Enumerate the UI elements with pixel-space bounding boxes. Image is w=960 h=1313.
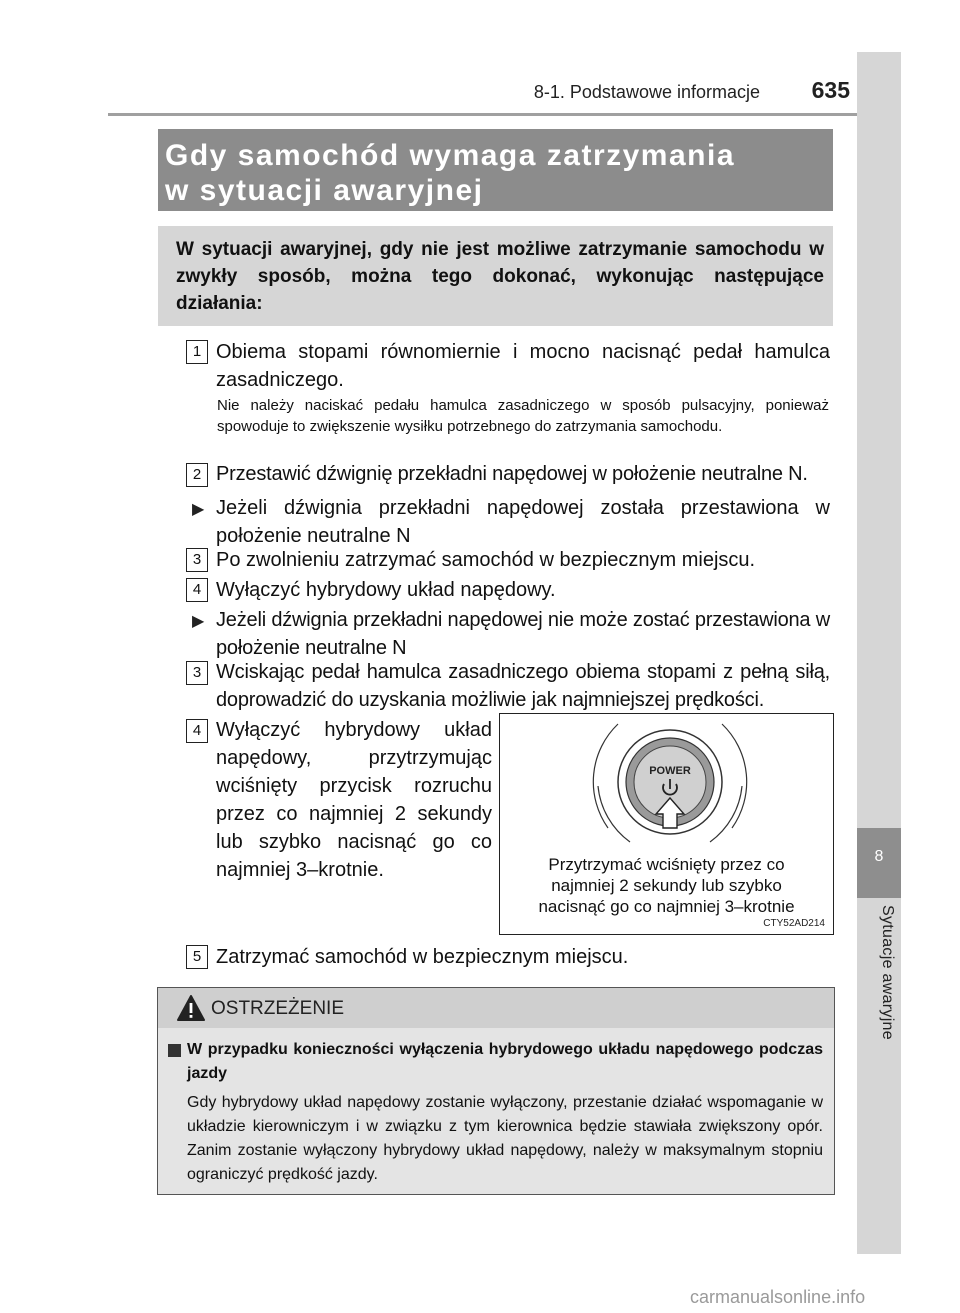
step-number-2: 2: [186, 463, 208, 487]
power-label: POWER: [649, 765, 691, 777]
step-number-4b: 4: [186, 719, 208, 743]
step-3b-text: Wciskając pedał hamulca zasadniczego obiema stopami z pełną siłą, doprowadzić do uzyskania możliwie jak najmniejszej prędkości.: [216, 661, 830, 711]
step-3-text: Po zwolnieniu zatrzymać samochód w bezpiecznym miejscu.: [216, 549, 756, 571]
step-1-text: Obiema stopami równomiernie i mocno nacisnąć pedał hamulca zasadniczego.: [216, 341, 830, 391]
figure-caption-line-3: nacisnąć go co najmniej 3–krotnie: [538, 897, 795, 916]
step-2-text: Przestawić dźwignię przekładni napędowej w położenie neutralne N.: [216, 463, 808, 485]
section-header: 8-1. Podstawowe informacje: [533, 82, 760, 102]
step-1-note: Nie należy naciskać pedału hamulca zasadniczego w sposób pulsacyjny, ponieważ spowoduje to zwiększenie wysiłku potrzebnego do zatrzymania samochodu.: [217, 397, 829, 435]
step-number-4: 4: [186, 578, 208, 602]
square-bullet-icon: [168, 1044, 181, 1057]
page-number: 635: [811, 77, 850, 103]
triangle-bullet-icon: ▶: [192, 613, 205, 630]
chapter-number: 8: [874, 848, 884, 865]
warning-box: [157, 987, 835, 1195]
triangle-bullet-icon: ▶: [192, 501, 205, 518]
figure-caption-line-2: najmniej 2 sekundy lub szybko: [551, 876, 782, 895]
warning-heading: W przypadku konieczności wyłączenia hybrydowego układu napędowego podczas jazdy: [187, 1041, 823, 1082]
step-4b-text: Wyłączyć hybrydowy układ napędowy, przytrzymując wciśnięty przycisk rozruchu przez co najmniej 2 sekundy lub szybko nacisnąć go co najmniej 3–krotnie.: [216, 719, 492, 881]
warning-header: [158, 988, 834, 1028]
condition-1: Jeżeli dźwignia przekładni napędowej została przestawiona w położenie neutralne N: [216, 497, 830, 547]
title-line-2: w sytuacji awaryjnej: [165, 174, 484, 207]
figure-code: CTY52AD214: [763, 918, 825, 929]
step-number-3: 3: [186, 548, 208, 572]
step-4-text: Wyłączyć hybrydowy układ napędowy.: [216, 579, 556, 601]
condition-2: Jeżeli dźwignia przekładni napędowej nie może zostać przestawiona w położenie neutralne N: [216, 609, 830, 659]
watermark: carmanualsonline.info: [690, 1287, 866, 1307]
warning-title: OSTRZEŻENIE: [211, 998, 345, 1019]
warning-body: Gdy hybrydowy układ napędowy zostanie wyłączony, przestanie działać wspomaganie w układzie kierowniczym i w związku z tym kierownica będzie stawiała zwiększony opór. Zanim zostanie wyłączony hybrydowy układ napędowy, należy w maksymalnym stopniu ograniczyć prędkość jazdy.: [187, 1094, 823, 1183]
warning-triangle-icon: [176, 994, 206, 1022]
step-number-5: 5: [186, 945, 208, 969]
page-title: [165, 138, 825, 208]
header-divider: [108, 113, 857, 116]
step-number-3b: 3: [186, 661, 208, 685]
figure-caption: [500, 854, 833, 917]
step-5-text: Zatrzymać samochód w bezpiecznym miejscu.: [216, 946, 629, 968]
step-number-1: 1: [186, 340, 208, 364]
intro-text: W sytuacji awaryjnej, gdy nie jest możliwe zatrzymanie samochodu w zwykły sposób, można tego dokonać, wykonując następujące działania:: [176, 239, 824, 314]
figure-caption-line-1: Przytrzymać wciśnięty przez co: [548, 855, 785, 874]
title-line-1: Gdy samochód wymaga zatrzymania: [165, 139, 736, 172]
power-button-illustration: [590, 716, 750, 851]
power-button-figure: [499, 713, 834, 935]
chapter-title: Sytuacje awaryjne: [879, 905, 896, 1040]
